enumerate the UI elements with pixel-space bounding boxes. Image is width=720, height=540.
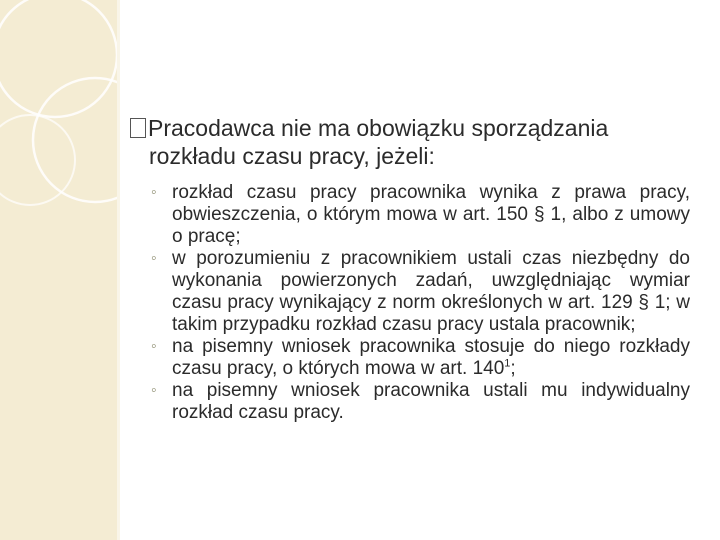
- slide-content: [130, 114, 690, 424]
- decorative-side-panel: [0, 0, 117, 540]
- sub-bullet-item: [151, 336, 690, 380]
- circle-bullet-icon: ◦: [151, 250, 157, 267]
- circle-bullet-icon: ◦: [151, 382, 157, 399]
- sub-bullet-text: na pisemny wniosek pracownika ustali mu indywidualny rozkład czasu pracy.: [172, 380, 690, 423]
- missing-glyph-bullet-icon: [130, 118, 146, 138]
- circle-bullet-icon: ◦: [151, 338, 157, 355]
- side-divider: [117, 0, 120, 540]
- article-superscript: 1: [504, 357, 511, 370]
- sub-bullet-list: [130, 182, 690, 424]
- sub-bullet-item: [151, 248, 690, 336]
- main-bullet: [130, 114, 690, 170]
- sub-bullet-text: rozkład czasu pracy pracownika wynika z prawa pracy, obwieszczenia, o którym mowa w art. 150 § 1, albo z umowy o pracę;: [172, 182, 690, 247]
- sub-bullet-item: [151, 182, 690, 248]
- sub-bullet-text-end: ;: [510, 358, 516, 379]
- decorative-circles: [0, 0, 117, 540]
- main-bullet-line1: Pracodawca nie ma obowiązku sporządzania: [148, 115, 609, 141]
- circle-bullet-icon: ◦: [151, 184, 157, 201]
- sub-bullet-text: na pisemny wniosek pracownika stosuje do niego rozkłady czasu pracy, o których mowa w art. 140: [172, 336, 690, 379]
- sub-bullet-item: [151, 380, 690, 424]
- main-bullet-line2: rozkładu czasu pracy, jeżeli:: [149, 143, 435, 169]
- sub-bullet-text: w porozumieniu z pracownikiem ustali czas niezbędny do wykonania powierzonych zadań, uwzględniając wymiar czasu pracy wynikający z norm określonych w art. 129 § 1; w takim przypadku rozkład czasu pracy ustala pracownik;: [172, 248, 690, 335]
